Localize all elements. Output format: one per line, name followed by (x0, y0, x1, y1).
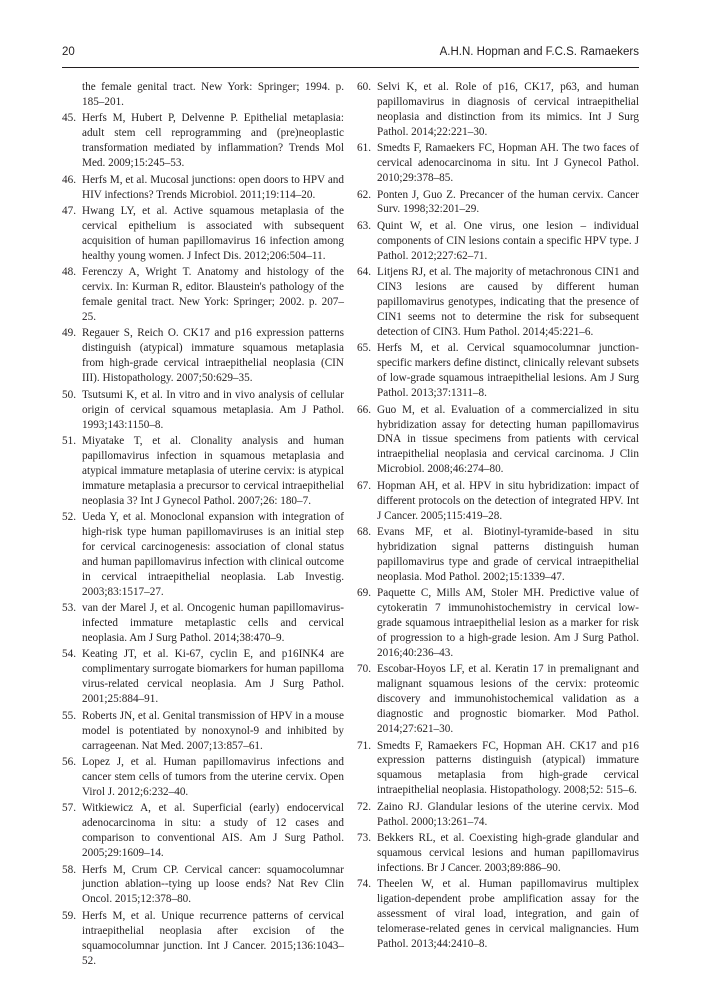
reference-entry (62, 709, 344, 754)
reference-text: Theelen W, et al. Human papillomavirus multiplex ligation-dependent probe amplification assay for the assessment of viral load, integration, and gain of telomerase-related genes in cervical malignancies. Hum Pathol. 2013;44:2410–8. (377, 878, 639, 951)
reference-number: 47. (62, 205, 76, 218)
reference-entry (357, 219, 639, 264)
reference-number: 49. (62, 327, 76, 340)
reference-text: Roberts JN, et al. Genital transmission of HPV in a mouse model is potentiated by nonoxynol-9 and inhibited by carrageenan. Nat Med. 2007;13:857–61. (82, 709, 344, 752)
page-header (62, 46, 639, 62)
reference-number: 65. (357, 342, 371, 355)
reference-entry (357, 479, 639, 524)
reference-text: Hwang LY, et al. Active squamous metaplasia of the cervical epithelium is associated with subsequent acquisition of human papillomavirus 16 infection among healthy young women. J Infect Dis. 2012;206:504–11. (82, 205, 344, 262)
header-rule (62, 67, 639, 68)
reference-text: Ueda Y, et al. Monoclonal expansion with integration of high-risk type human papillomaviruses is an initial step for cervical carcinogenesis: association of clonal status and human papillomavirus infection with clinical outcome in cervical intraepithelial neoplasia. Lab Investig. 2003;83:1517–27. (82, 511, 344, 598)
reference-text: Paquette C, Mills AM, Stoler MH. Predictive value of cytokeratin 7 immunohistochemistry in cervical low-grade squamous intraepithelial lesion as a marker for risk of progression to a high-grade lesion. Am J Surg Pathol. 2016;40:236–43. (377, 587, 639, 659)
reference-entry (62, 80, 344, 110)
reference-number: 45. (62, 112, 76, 125)
reference-entry (62, 434, 344, 509)
reference-text: Hopman AH, et al. HPV in situ hybridization: impact of different protocols on the detection of integrated HPV. Int J Cancer. 2005;115:419–28. (377, 479, 639, 522)
reference-entry (62, 265, 344, 325)
reference-entry (62, 173, 344, 203)
reference-text: Ferenczy A, Wright T. Anatomy and histology of the cervix. In: Kurman R, editor. Blaustein's pathology of the female genital tract. New York: Springer; 2002. p. 207–25. (82, 266, 344, 323)
reference-entry (357, 586, 639, 661)
reference-number: 63. (357, 219, 371, 232)
reference-number: 62. (357, 188, 371, 201)
reference-entry (62, 909, 344, 969)
reference-entry (357, 800, 639, 830)
reference-number: 56. (62, 756, 76, 768)
reference-number: 52. (62, 511, 76, 524)
reference-text: Herfs M, Crum CP. Cervical cancer: squamocolumnar junction ablation--tying up loose ends? Nat Rev Clin Oncol. 2015;12:378–80. (82, 863, 344, 906)
reference-text: Selvi K, et al. Role of p16, CK17, p63, and human papillomavirus in diagnosis of cervical intraepithelial neoplasia and distinction from its mimics. Int J Surg Pathol. 2014;22:221–30. (377, 81, 639, 138)
reference-entry (357, 80, 639, 140)
reference-text: van der Marel J, et al. Oncogenic human papillomavirus-infected immature metaplastic cells and cervical neoplasia. Am J Surg Pathol. 2014;38:470–9. (82, 602, 344, 644)
reference-text: Lopez J, et al. Human papillomavirus infections and cancer stem cells of tumors from the uterine cervix. Open Virol J. 2012;6:232–40. (82, 756, 344, 798)
reference-entry (62, 388, 344, 433)
reference-text: Smedts F, Ramaekers FC, Hopman AH. The two faces of cervical adenocarcinoma in situ. Int J Gynecol Pathol. 2010;29:378–85. (377, 142, 639, 185)
reference-entry (357, 341, 639, 401)
reference-text: Herfs M, et al. Unique recurrence patterns of cervical intraepithelial neoplasia after excision of the squamocolumnar junction. Int J Cancer. 2015;136:1043–52. (82, 909, 344, 967)
reference-number: 67. (357, 479, 371, 492)
reference-entry (62, 510, 344, 599)
reference-entry (357, 831, 639, 876)
reference-entry (357, 141, 639, 186)
reference-text: Bekkers RL, et al. Coexisting high-grade glandular and squamous cervical lesions and human papillomavirus infections. Br J Cancer. 2003;89:886–90. (377, 832, 639, 874)
reference-number: 72. (357, 800, 371, 813)
reference-text: Herfs M, et al. Cervical squamocolumnar junction-specific markers define distinct, clinically relevant subsets of low-grade squamous intraepithelial lesions. Am J Surg Pathol. 2013;37:1311–8. (377, 342, 639, 400)
reference-number: 61. (357, 142, 371, 155)
reference-column-right (357, 80, 639, 954)
reference-number: 70. (357, 663, 371, 676)
reference-number: 46. (62, 173, 76, 186)
reference-text: Escobar-Hoyos LF, et al. Keratin 17 in premalignant and malignant squamous lesions of the cervix: proteomic discovery and immunohistochemical validation as a diagnostic and prognostic biomarker. Mod Pathol. 2014;27:621–30. (377, 663, 639, 735)
reference-number: 48. (62, 266, 76, 279)
reference-number: 73. (357, 832, 371, 845)
reference-text: Herfs M, Hubert P, Delvenne P. Epithelial metaplasia: adult stem cell reprogramming and (pre)neoplastic transformation mediated by inflammation? Trends Mol Med. 2009;15:245–53. (82, 112, 344, 170)
reference-text: Litjens RJ, et al. The majority of metachronous CIN1 and CIN3 lesions are caused by different human papillomavirus genotypes, indicating that the presence of CIN1 seems not to determine the risk for subsequent detection of CIN3. Hum Pathol. 2014;45:221–6. (377, 266, 639, 338)
reference-number: 55. (62, 709, 76, 722)
reference-number: 68. (357, 526, 371, 539)
reference-text: Quint W, et al. One virus, one lesion – individual components of CIN lesions contain a specific HPV type. J Pathol. 2012;227:62–71. (377, 219, 639, 262)
reference-text: Witkiewicz A, et al. Superficial (early) endocervical adenocarcinoma in situ: a study of 12 cases and comparison to conventional AIS. Am J Surg Pathol. 2005;29:1609–14. (82, 802, 344, 860)
reference-number: 50. (62, 388, 76, 401)
reference-entry (62, 326, 344, 386)
reference-entry (62, 647, 344, 707)
reference-text: Guo M, et al. Evaluation of a commercialized in situ hybridization assay for detecting human papillomavirus DNA in tissue specimens from patients with cervical intraepithelial neoplasia and cervical carcinoma. J Clin Microbiol. 2008;46:274–80. (377, 403, 639, 476)
running-title: A.H.N. Hopman and F.C.S. Ramaekers (439, 46, 639, 58)
reference-entry (62, 111, 344, 171)
reference-entry (357, 877, 639, 952)
reference-number: 54. (62, 648, 76, 661)
reference-text: Regauer S, Reich O. CK17 and p16 expression patterns distinguish (atypical) immature squamous metaplasia from high-grade cervical intraepithelial neoplasia (CIN III). Histopathology. 2007;50:629–35. (82, 327, 344, 385)
reference-number: 59. (62, 909, 76, 922)
reference-text: Keating JT, et al. Ki-67, cyclin E, and p16INK4 are complimentary surrogate biomarkers for human papilloma virus-related cervical neoplasia. Am J Surg Pathol. 2001;25:884–91. (82, 648, 344, 706)
reference-entry (357, 403, 639, 478)
reference-number: 60. (357, 81, 371, 93)
reference-number: 66. (357, 403, 371, 416)
reference-number: 57. (62, 802, 76, 815)
reference-number: 51. (62, 435, 76, 447)
reference-number: 69. (357, 587, 371, 600)
page-number: 20 (62, 46, 75, 58)
reference-entry (62, 863, 344, 908)
reference-text: Evans MF, et al. Biotinyl-tyramide-based in situ hybridization signal patterns distinguish human papillomavirus type and grade of cervical intraepithelial neoplasia. Mod Pathol. 2002;15:1339–47. (377, 526, 639, 583)
reference-entry (62, 755, 344, 800)
reference-entry (62, 801, 344, 861)
reference-number: 74. (357, 878, 371, 891)
reference-entry (62, 204, 344, 264)
reference-number: 53. (62, 602, 76, 615)
reference-text: the female genital tract. New York: Springer; 1994. p. 185–201. (82, 81, 344, 108)
reference-number: 71. (357, 739, 371, 752)
reference-entry (357, 739, 639, 799)
reference-entry (357, 525, 639, 585)
reference-entry (357, 265, 639, 340)
reference-text: Tsutsumi K, et al. In vitro and in vivo analysis of cellular origin of cervical squamous metaplasia. Am J Pathol. 1993;143:1150–8. (82, 388, 344, 431)
reference-text: Ponten J, Guo Z. Precancer of the human cervix. Cancer Surv. 1998;32:201–29. (377, 188, 639, 216)
reference-number: 58. (62, 863, 76, 876)
reference-text: Zaino RJ. Glandular lesions of the uterine cervix. Mod Pathol. 2000;13:261–74. (377, 800, 639, 828)
reference-entry (62, 601, 344, 646)
reference-text: Miyatake T, et al. Clonality analysis and human papillomavirus infection in squamous metaplasia and atypical immature metaplasia of uterine cervix: is atypical immature metaplasia a precursor to cervical intraepithelial neoplasia 3? Int J Gynecol Pathol. 2007;26: 180–7. (82, 435, 344, 507)
reference-text: Smedts F, Ramaekers FC, Hopman AH. CK17 and p16 expression patterns distinguish (atypical) immature squamous metaplasia from high-grade cervical intraepithelial neoplasia. Histopathology. 2008;52: 515–6. (377, 739, 639, 797)
reference-column-left (62, 80, 344, 970)
reference-entry (357, 188, 639, 218)
reference-text: Herfs M, et al. Mucosal junctions: open doors to HPV and HIV infections? Trends Microbiol. 2011;19:114–20. (82, 173, 344, 201)
reference-entry (357, 662, 639, 737)
reference-number: 64. (357, 266, 371, 279)
